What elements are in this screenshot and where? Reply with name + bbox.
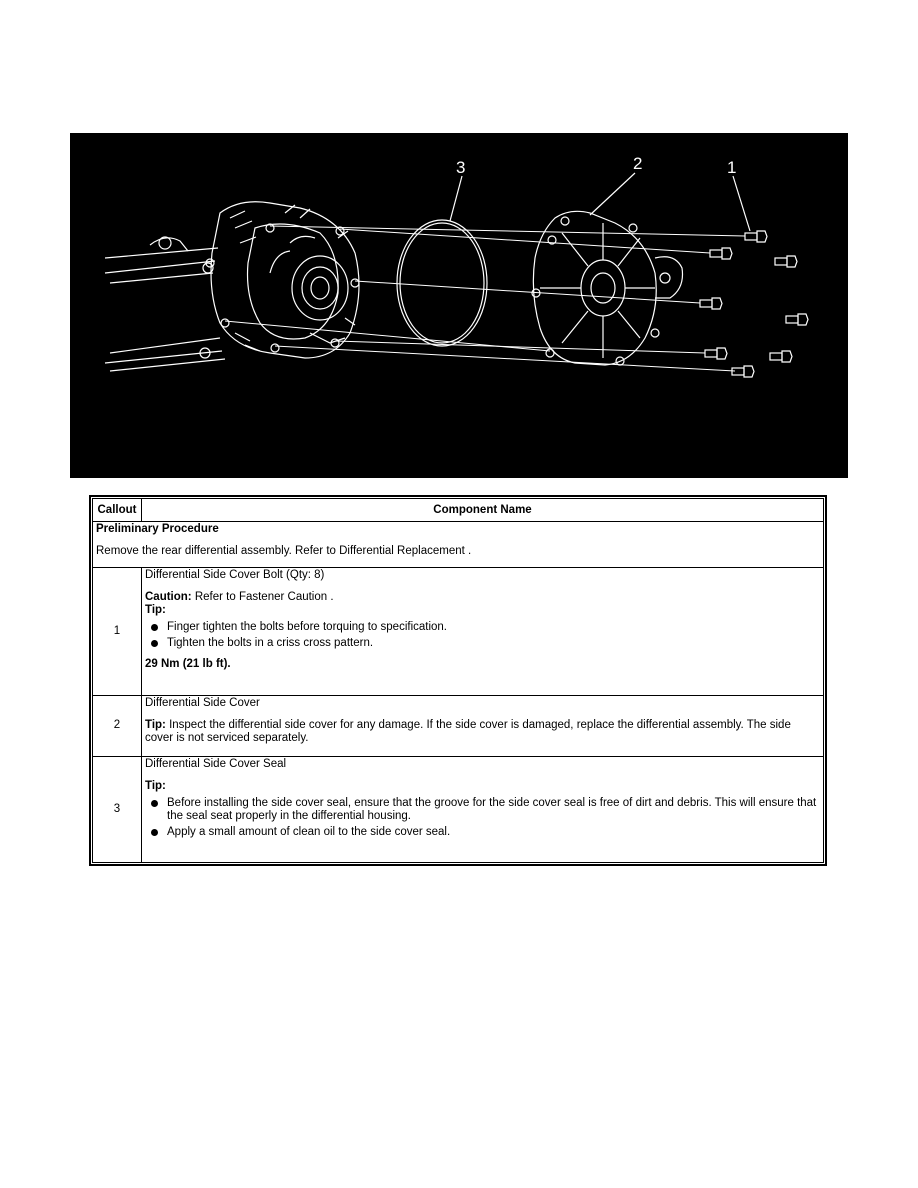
table-row: [93, 695, 824, 757]
callout-label-1: 1: [727, 158, 737, 177]
preliminary-row: [93, 522, 824, 568]
tip-line: [145, 719, 820, 745]
tip-item: Apply a small amount of clean oil to the side cover seal.: [167, 826, 820, 839]
header-component-name: Component Name: [142, 499, 824, 522]
tip-item: Before installing the side cover seal, ensure that the groove for the side cover seal is free of dirt and debris. This will ensure that the seal seat properly in the differential housing.: [167, 797, 820, 823]
torque-spec: 29 Nm (21 lb ft).: [145, 658, 231, 671]
preliminary-title: Preliminary Procedure: [96, 523, 219, 535]
component-table: [89, 495, 827, 866]
tip-text: Inspect the differential side cover for any damage. If the side cover is damaged, replace the differential assembly. The side cover is not serviced separately.: [145, 718, 791, 744]
table-row: [93, 757, 824, 863]
tip-label: Tip:: [145, 780, 166, 793]
differential-side-cover-diagram: [70, 133, 848, 478]
tip-item: Finger tighten the bolts before torquing to specification.: [167, 621, 820, 634]
axle-shaft: [105, 237, 225, 371]
tip-label: Tip:: [145, 604, 166, 617]
callout-cell: 2: [93, 695, 142, 757]
callout-cell: 3: [93, 757, 142, 863]
preliminary-text: Remove the rear differential assembly. Refer to Differential Replacement .: [96, 545, 472, 557]
side-cover-bolts: [700, 231, 808, 377]
tip-item: Tighten the bolts in a criss cross pattern.: [167, 637, 820, 650]
callout-label-2: 2: [633, 154, 643, 173]
exploded-view-illustration: [70, 133, 848, 478]
tip-label: Tip:: [145, 718, 166, 731]
caution-label: Caution:: [145, 591, 192, 604]
table-header-row: [93, 499, 824, 522]
table-row: [93, 568, 824, 695]
caution-text: Refer to Fastener Caution .: [191, 591, 334, 604]
side-cover-seal: [397, 220, 487, 346]
callout-cell: 1: [93, 568, 142, 695]
tip-list: [145, 621, 820, 650]
caution-line: [145, 591, 820, 604]
differential-housing: [206, 202, 359, 358]
header-callout: Callout: [93, 499, 142, 522]
tip-list: [145, 797, 820, 839]
component-name: Differential Side Cover Bolt (Qty: 8): [145, 569, 325, 582]
component-name: Differential Side Cover Seal: [145, 758, 287, 771]
callout-label-3: 3: [456, 158, 466, 177]
component-name: Differential Side Cover: [145, 696, 260, 709]
